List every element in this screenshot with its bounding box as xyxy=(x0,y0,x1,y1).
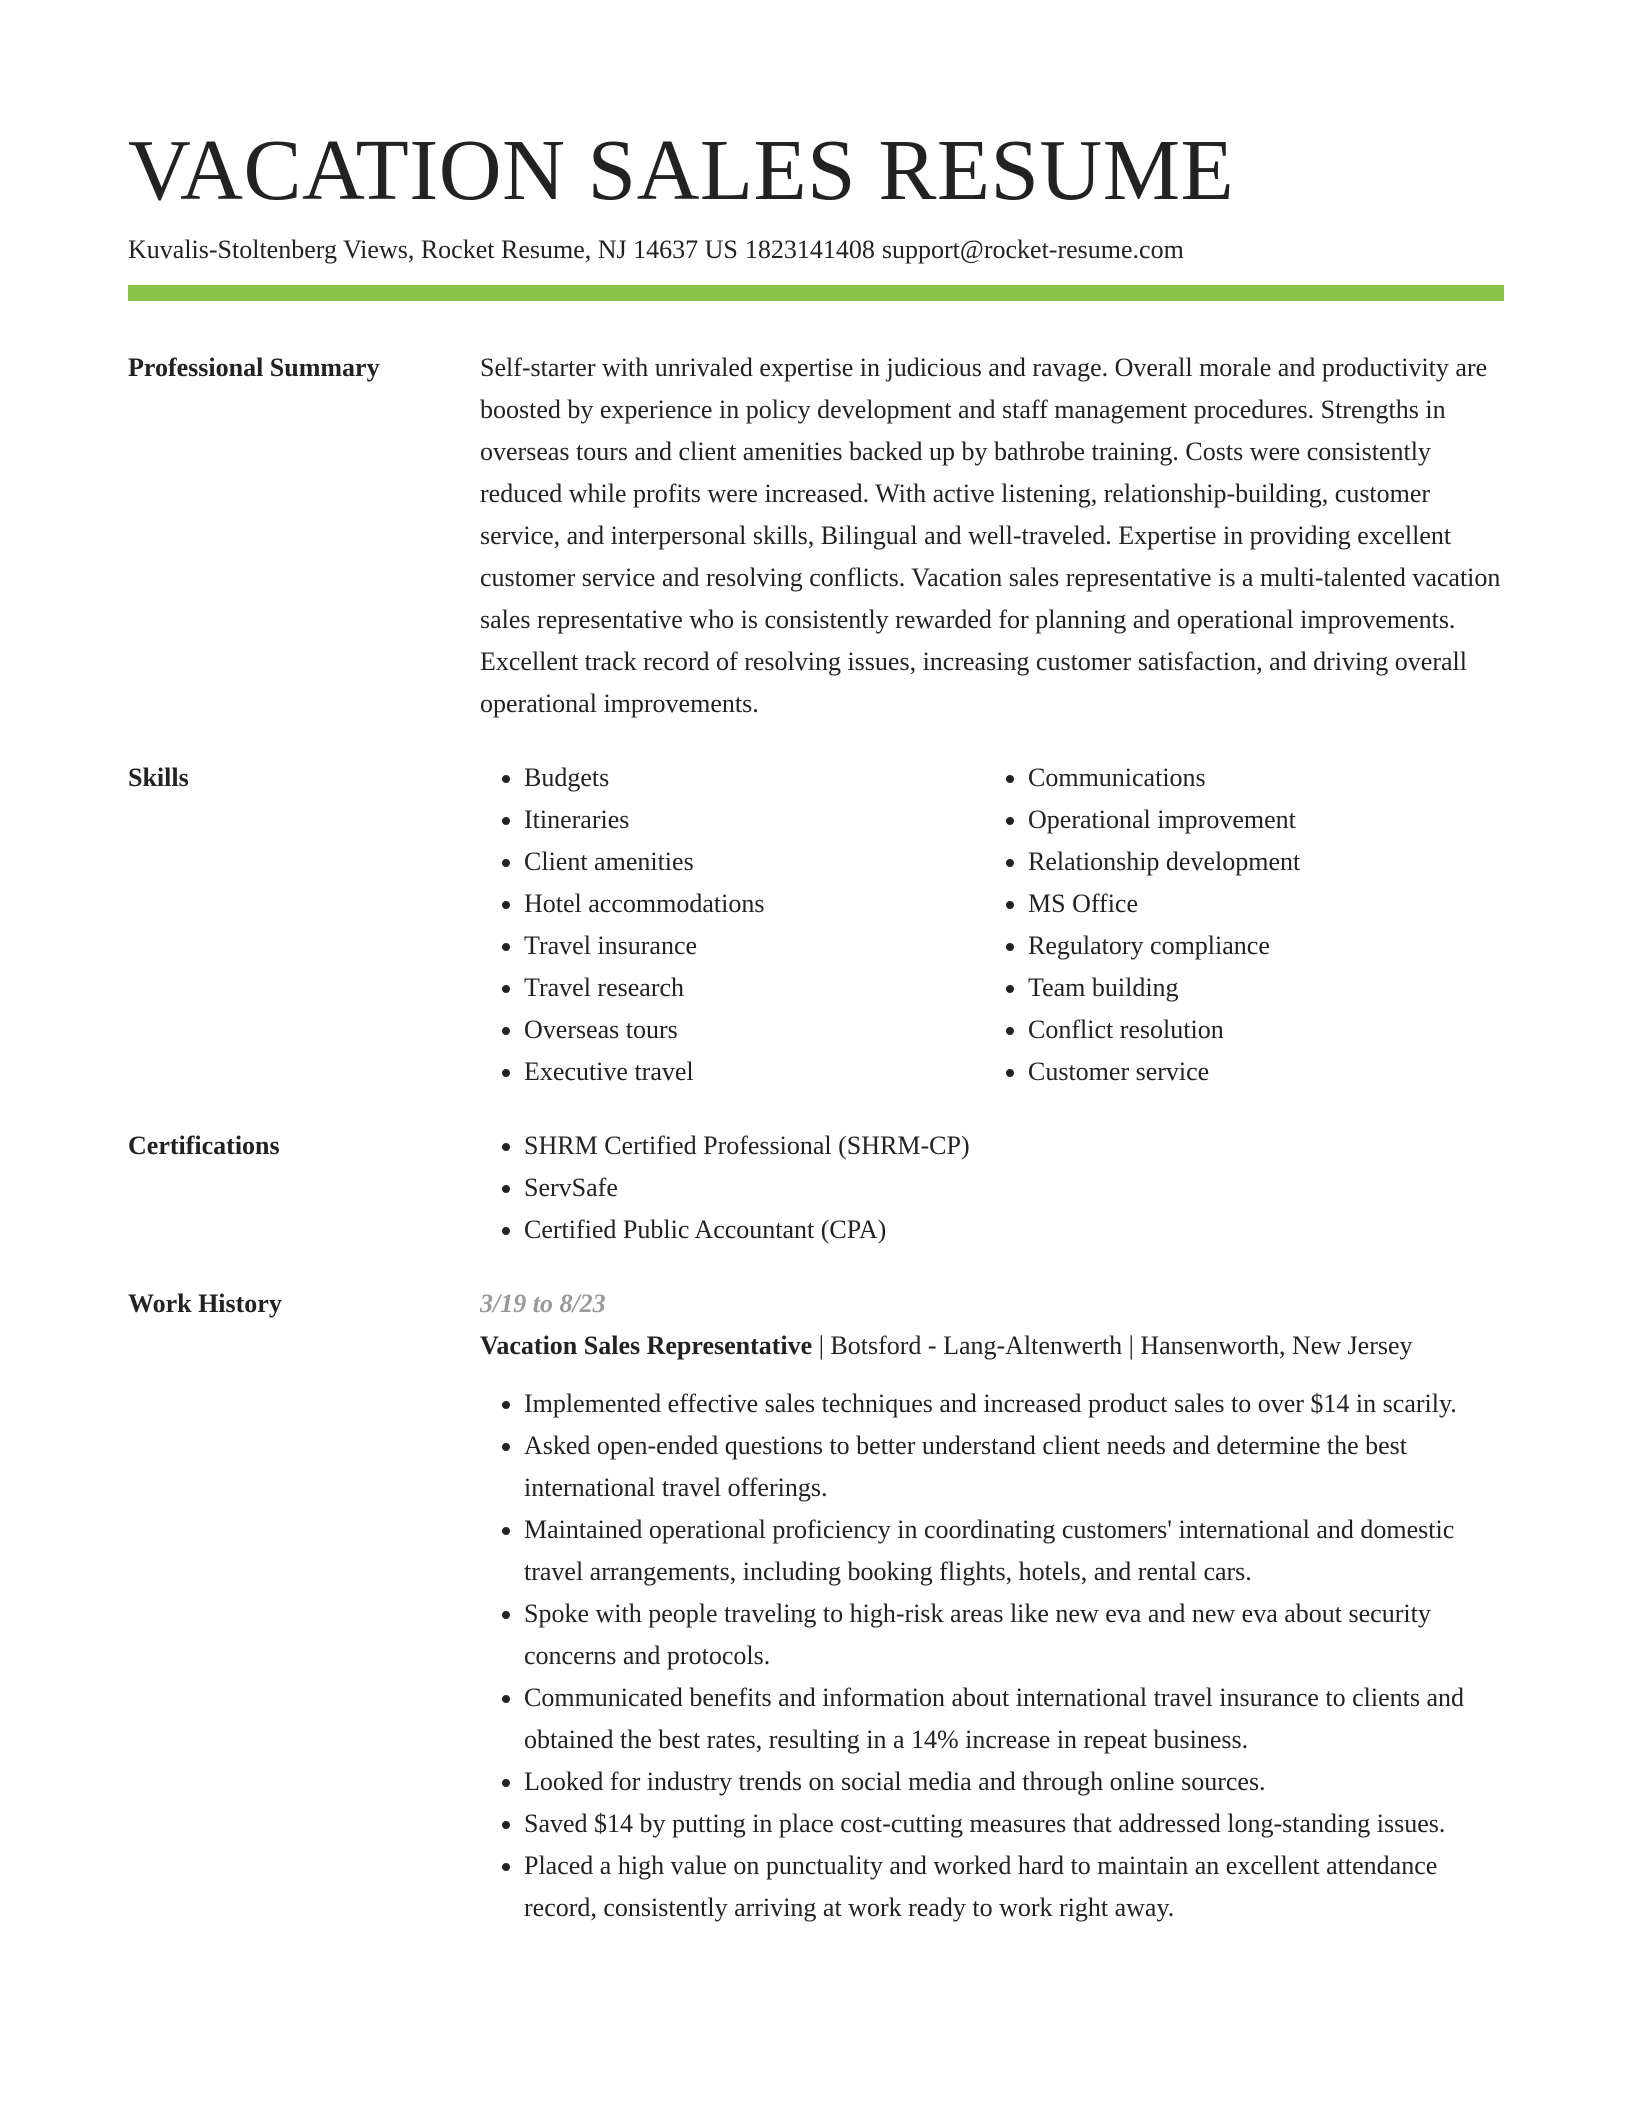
job-dates: 3/19 to 8/23 xyxy=(480,1289,606,1318)
section-label-summary: Professional Summary xyxy=(128,353,380,382)
skill-item: • Regulatory compliance xyxy=(1028,925,1488,967)
job-bullet: • Looked for industry trends on social media and through online sources. xyxy=(524,1761,1504,1803)
section-label-skills: Skills xyxy=(128,763,189,792)
summary-text: Self-starter with unrivaled expertise in judicious and ravage. Overall morale and productivity are boosted by experience in policy development and staff management procedures. Strengths in overseas tours and client amenities backed up by bathrobe training. Costs were consistently reduced while profits were increased. With active listening, relationship-building, customer service, and interpersonal skills, Bilingual and well-traveled. Expertise in providing excellent customer service and resolving conflicts. Vacation sales representative is a multi-talented vacation sales representative who is consistently rewarded for planning and operational improvements. Excellent track record of resolving issues, increasing customer satisfaction, and driving overall operational improvements. xyxy=(480,353,1501,718)
certification-item: • ServSafe xyxy=(524,1167,1504,1209)
section-body-certifications xyxy=(480,1125,1504,1251)
job-bullets xyxy=(480,1383,1504,1929)
skills-list-right xyxy=(984,757,1488,1093)
header-divider xyxy=(128,285,1504,301)
section-professional-summary xyxy=(128,347,1504,725)
skill-item: • Itineraries xyxy=(524,799,984,841)
section-work-history xyxy=(128,1283,1504,1929)
skill-item: • Travel research xyxy=(524,967,984,1009)
skill-item: • Budgets xyxy=(524,757,984,799)
skills-columns xyxy=(480,757,1504,1093)
contact-phone: 1823141408 xyxy=(744,235,875,264)
job-bullet: • Saved $14 by putting in place cost-cutting measures that addressed long-standing issues. xyxy=(524,1803,1504,1845)
job-heading xyxy=(480,1325,1504,1367)
contact-line xyxy=(128,232,1504,268)
job-bullet: • Maintained operational proficiency in coordinating customers' international and domestic travel arrangements, including booking flights, hotels, and rental cars. xyxy=(524,1509,1504,1593)
contact-email: support@rocket-resume.com xyxy=(881,235,1184,264)
skill-item: • Team building xyxy=(1028,967,1488,1009)
skill-item: • Relationship development xyxy=(1028,841,1488,883)
skill-item: • Operational improvement xyxy=(1028,799,1488,841)
section-label-work-history: Work History xyxy=(128,1289,282,1318)
section-skills xyxy=(128,757,1504,1093)
skill-item: • Conflict resolution xyxy=(1028,1009,1488,1051)
section-label-certifications: Certifications xyxy=(128,1131,280,1160)
resume-page xyxy=(128,118,1504,1929)
skill-item: • Executive travel xyxy=(524,1051,984,1093)
skill-item: • Customer service xyxy=(1028,1051,1488,1093)
skill-item: • MS Office xyxy=(1028,883,1488,925)
skill-item: • Overseas tours xyxy=(524,1009,984,1051)
job-bullet: • Spoke with people traveling to high-risk areas like new eva and new eva about security concerns and protocols. xyxy=(524,1593,1504,1677)
resume-title: VACATION SALES RESUME xyxy=(128,121,1235,218)
contact-address: Kuvalis-Stoltenberg Views, Rocket Resume, NJ 14637 US xyxy=(128,235,738,264)
skill-item: • Client amenities xyxy=(524,841,984,883)
job-title: Vacation Sales Representative xyxy=(480,1331,813,1360)
section-body-summary xyxy=(480,347,1504,725)
job-bullet: • Asked open-ended questions to better understand client needs and determine the best international travel offerings. xyxy=(524,1425,1504,1509)
skill-item: • Communications xyxy=(1028,757,1488,799)
certifications-list xyxy=(480,1125,1504,1251)
section-certifications xyxy=(128,1125,1504,1251)
certification-item: • SHRM Certified Professional (SHRM-CP) xyxy=(524,1125,1504,1167)
job-bullet: • Implemented effective sales techniques and increased product sales to over $14 in scarily. xyxy=(524,1383,1504,1425)
job-bullet: • Communicated benefits and information about international travel insurance to clients and obtained the best rates, resulting in a 14% increase in repeat business. xyxy=(524,1677,1504,1761)
certification-item: • Certified Public Accountant (CPA) xyxy=(524,1209,1504,1251)
job-details: | Botsford - Lang-Altenwerth | Hansenworth, New Jersey xyxy=(812,1331,1413,1360)
skill-item: • Hotel accommodations xyxy=(524,883,984,925)
skills-list-left xyxy=(480,757,984,1093)
job-bullet: • Placed a high value on punctuality and worked hard to maintain an excellent attendance record, consistently arriving at work ready to work right away. xyxy=(524,1845,1504,1929)
section-body-work-history xyxy=(480,1283,1504,1929)
skill-item: • Travel insurance xyxy=(524,925,984,967)
